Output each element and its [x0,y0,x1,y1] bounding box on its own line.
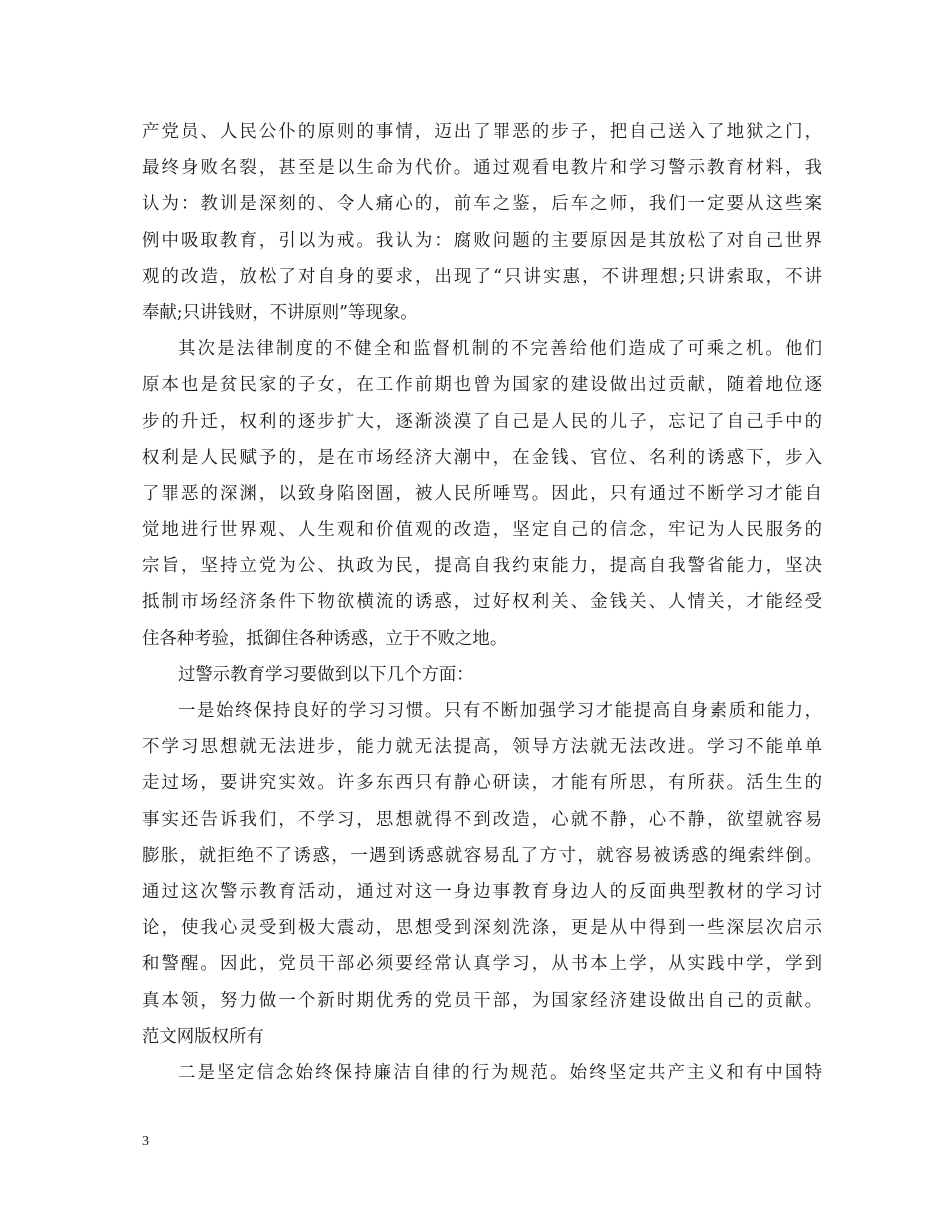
text-line: 产党员、人民公仆的原则的事情，迈出了罪恶的步子，把自己送入了地狱之门， [142,122,822,142]
text-line: 宗旨，坚持立党为公、执政为民，提高自我约束能力，提高自我警省能力，坚决 [142,556,822,577]
text-line: 原本也是贫民家的子女，在工作前期也曾为国家的建设做出过贡献，随着地位逐 [142,375,822,396]
text-line: 真本领，努力做一个新时期优秀的党员干部，为国家经济建设做出自己的贡献。 [142,990,822,1011]
text-line: 不学习思想就无法进步，能力就无法提高，领导方法就无法改进。学习不能单单 [142,737,822,758]
text-line: 了罪恶的深渊，以致身陷囹圄，被人民所唾骂。因此，只有通过不断学习才能自 [142,483,822,504]
text-line: 范文网版权所有 [142,1026,264,1047]
text-line: 最终身败名裂，甚至是以生命为代价。通过观看电教片和学习警示教育材料，我 [142,158,822,179]
text-line: 例中吸取教育，引以为戒。我认为：腐败问题的主要原因是其放松了对自己世界 [142,230,822,251]
text-line: 步的升迁，权利的逐步扩大，逐渐淡漠了自己是人民的儿子，忘记了自己手中的 [142,411,822,432]
text-line: 二是坚定信念始终保持廉洁自律的行为规范。始终坚定共产主义和有中国特 [178,1062,822,1083]
text-line: 其次是法律制度的不健全和监督机制的不完善给他们造成了可乘之机。他们 [178,339,822,360]
text-line: 认为：教训是深刻的、令人痛心的，前车之鉴，后车之师，我们一定要从这些案 [142,194,822,215]
text-line: 一是始终保持良好的学习习惯。只有不断加强学习才能提高自身素质和能力， [178,701,822,721]
text-line: 论，使我心灵受到极大震动，思想受到深刻洗涤，更是从中得到一些深层次启示 [142,918,822,939]
text-line: 权利是人民赋予的，是在市场经济大潮中，在金钱、官位、名利的诱惑下，步入 [142,447,822,468]
text-line: 住各种考验，抵御住各种诱惑，立于不败之地。 [142,628,508,649]
document-body [142,114,822,1091]
text-line: 和警醒。因此，党员干部必须要经常认真学习，从书本上学，从实践中学，学到 [142,954,822,975]
text-line: 奉献;只讲钱财，不讲原则”等现象。 [142,302,418,323]
text-line: 过警示教育学习要做到以下几个方面： [178,664,474,685]
text-line: 觉地进行世界观、人生观和价值观的改造，坚定自己的信念，牢记为人民服务的 [142,520,822,541]
page-number: 3 [142,1134,149,1149]
text-line: 走过场，要讲究实效。许多东西只有静心研读，才能有所思，有所获。活生生的 [142,773,822,794]
text-line: 事实还告诉我们，不学习，思想就得不到改造，心就不静，心不静，欲望就容易 [142,809,822,830]
text-line: 观的改造，放松了对自身的要求，出现了“只讲实惠，不讲理想;只讲索取，不讲 [142,266,822,287]
text-line: 通过这次警示教育活动，通过对这一身边事教育身边人的反面典型教材的学习讨 [142,881,822,902]
text-line: 膨胀，就拒绝不了诱惑，一遇到诱惑就容易乱了方寸，就容易被诱惑的绳索绊倒。 [142,845,822,866]
text-line: 抵制市场经济条件下物欲横流的诱惑，过好权利关、金钱关、人情关，才能经受 [142,592,822,613]
